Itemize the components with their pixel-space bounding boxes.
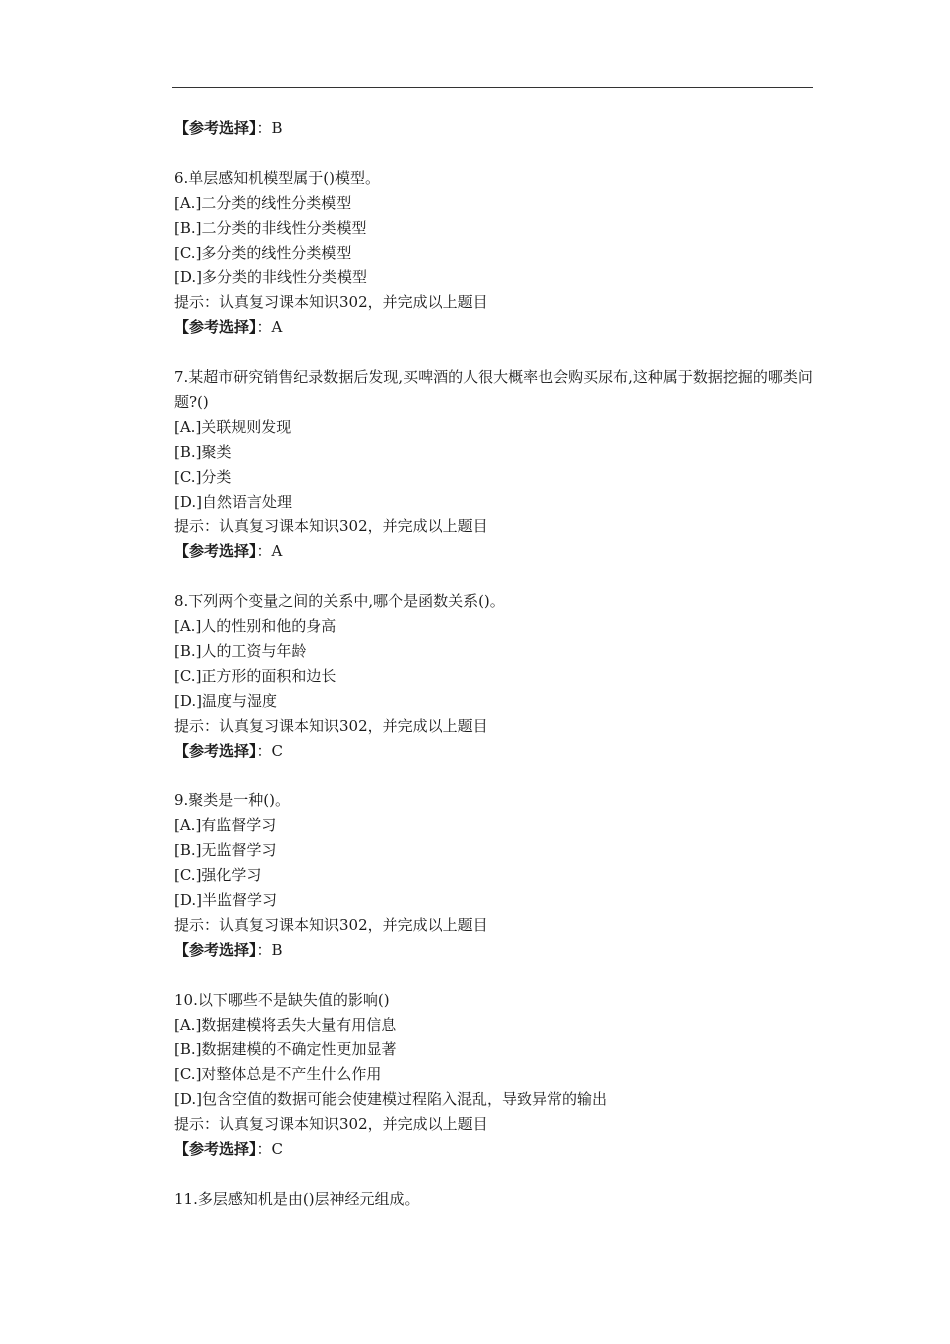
hint-line: 提示：认真复习课本知识302，并完成以上题目 [174,1115,488,1134]
option-c: [C.]多分类的线性分类模型 [174,243,352,262]
answer-line [174,539,814,564]
option-d: [D.]多分类的非线性分类模型 [174,268,367,287]
option-b: [B.]聚类 [174,442,232,461]
option-a: [A.]有监督学习 [174,816,277,835]
option-d: [D.]包含空值的数据可能会使建模过程陷入混乱，导致异常的输出 [174,1090,607,1109]
option-a: [A.]关联规则发现 [174,417,292,436]
hint-line: 提示：认真复习课本知识302，并完成以上题目 [174,293,488,312]
option-c: [C.]分类 [174,467,232,486]
option-a: [A.]二分类的线性分类模型 [174,193,352,212]
header-rule [172,87,813,88]
question-8 [174,589,814,763]
answer-value: ：C [256,1140,283,1159]
question-6 [174,166,814,340]
option-c: [C.]正方形的面积和边长 [174,666,337,685]
option-d: [D.]半监督学习 [174,891,277,910]
answer-label: 【参考选择】 [174,1140,257,1159]
option-d: [D.]温度与湿度 [174,691,277,710]
option-d: [D.]自然语言处理 [174,492,292,511]
option-b: [B.]数据建模的不确定性更加显著 [174,1040,397,1059]
answer-value: ：B [256,940,283,959]
option-a: [A.]人的性别和他的身高 [174,617,337,636]
answer-value: ：A [256,542,283,561]
document-content [174,116,814,1212]
answer-line [174,1137,814,1162]
top-answer-line [174,116,814,141]
answer-value: ：C [256,741,283,760]
question-text: 6.单层感知机模型属于()模型。 [174,168,381,187]
answer-label: 【参考选择】 [174,119,257,137]
answer-value: ：B [256,119,283,137]
question-11 [174,1187,814,1212]
question-7 [174,365,814,564]
option-c: [C.]对整体总是不产生什么作用 [174,1065,382,1084]
question-9 [174,788,814,962]
question-10 [174,988,814,1162]
hint-line: 提示：认真复习课本知识302，并完成以上题目 [174,915,488,934]
answer-line [174,315,814,340]
question-text: 10.以下哪些不是缺失值的影响() [174,990,390,1009]
question-text: 7.某超市研究销售纪录数据后发现,买啤酒的人很大概率也会购买尿布,这种属于数据挖掘的哪类问题?() [174,368,813,411]
hint-line: 提示：认真复习课本知识302，并完成以上题目 [174,716,488,735]
answer-value: ：A [256,318,283,337]
answer-label: 【参考选择】 [174,940,257,959]
hint-line: 提示：认真复习课本知识302，并完成以上题目 [174,517,488,536]
answer-label: 【参考选择】 [174,318,257,337]
question-text: 8.下列两个变量之间的关系中,哪个是函数关系()。 [174,592,505,611]
answer-label: 【参考选择】 [174,741,257,760]
option-c: [C.]强化学习 [174,866,262,885]
question-text: 11.多层感知机是由()层神经元组成。 [174,1189,420,1208]
option-a: [A.]数据建模将丢失大量有用信息 [174,1015,397,1034]
answer-line [174,739,814,764]
question-text: 9.聚类是一种()。 [174,791,291,810]
answer-label: 【参考选择】 [174,542,257,561]
answer-line [174,938,814,963]
option-b: [B.]二分类的非线性分类模型 [174,218,367,237]
option-b: [B.]人的工资与年龄 [174,641,307,660]
option-b: [B.]无监督学习 [174,841,277,860]
